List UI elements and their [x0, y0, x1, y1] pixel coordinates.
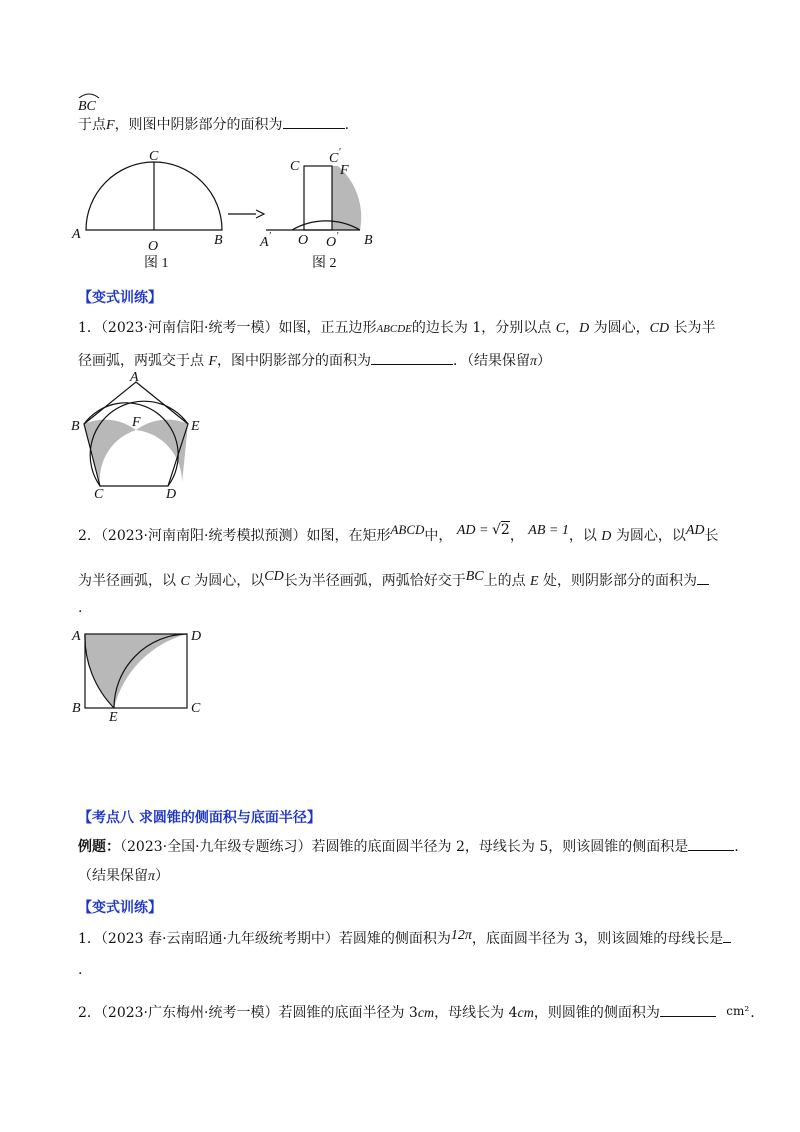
example-answer-blank [688, 836, 734, 851]
fig1-label-a: A [72, 227, 81, 242]
section-heading-variant-2: 【变式训练】 [78, 900, 162, 916]
fig1-caption: 图 1 [144, 256, 169, 271]
q2-line1: 2．（2023·河南南阳·统考模拟预测）如图，在矩形ABCD中， AD = √2， AB = 1，以 D 为圆心，以AD长 [78, 522, 719, 544]
pent-label-f: F [132, 415, 141, 430]
rect-shaded-region [85, 634, 187, 708]
fig2-label-c2: C′ [329, 147, 341, 166]
rect-label-b: B [72, 701, 81, 716]
pent-label-e: E [191, 419, 200, 434]
q4-answer-blank [660, 1002, 716, 1017]
pent-label-d: D [166, 487, 177, 500]
pent-label-b: B [71, 419, 80, 434]
intro-text: 于点F，则图中阴影部分的面积为 . [78, 114, 349, 136]
fig1-label-c: C [149, 149, 159, 164]
q2-answer-blank [697, 570, 709, 585]
q2-line2: 为半径画弧，以 C 为圆心，以CD长为半径画弧，两弧恰好交于BC上的点 E 处，则阴影部分的面积为 [78, 570, 709, 592]
rect-label-a: A [72, 629, 81, 644]
figure-semicircles [60, 140, 400, 275]
figure-2 [259, 147, 373, 271]
fig2-label-f: F [340, 163, 349, 178]
pent-label-a: A [130, 370, 139, 385]
fig2-label-o: O [298, 233, 309, 248]
fig2-label-c: C [290, 159, 300, 174]
section-heading-variant-1: 【变式训练】 [78, 290, 162, 306]
arc-mark-icon [78, 91, 100, 99]
q1-answer-blank [371, 350, 453, 365]
section-heading-kaodian-8: 【考点八 求圆锥的侧面积与底面半径】 [78, 810, 321, 826]
q3-line1: 1．（2023 春·云南昭通·九年级统考期中）若圆雉的侧面积为12π，底面圆半径为 3，则该圆雉的母线长是 [78, 928, 731, 950]
rect-label-c: C [191, 701, 201, 716]
rect-label-e: E [109, 710, 118, 724]
rect-label-d: D [191, 629, 202, 644]
fig2-label-b: B [364, 233, 373, 248]
pent-label-c: C [94, 487, 104, 500]
example-line2: （结果保留π） [78, 868, 170, 884]
example-line1: 例题：（2023·全国·九年级专题练习）若圆锥的底面圆半径为 2，母线长为 5，则该圆锥的侧面积是 . [78, 836, 739, 857]
answer-blank [283, 114, 345, 129]
fig2-label-o2: O′ [326, 231, 339, 250]
arrow-icon [228, 210, 264, 218]
q3-answer-blank [723, 928, 731, 943]
q2-ad-equation: AD = √2 [456, 522, 510, 538]
q3-line2: . [78, 962, 83, 978]
q1-line2: 径画弧，两弧交于点 F，图中阴影部分的面积为 ．（结果保留π） [78, 350, 551, 372]
q4-line1: 2．（2023·广东梅州·统考一模）若圆锥的底面半径为 3cm，母线长为 4cm，则圆锥的侧面积为 cm² . [78, 1004, 755, 1021]
figure-pentagon [68, 370, 208, 500]
fig2-label-a: A′ [260, 231, 271, 250]
arc-bc-label: BC [78, 97, 96, 117]
figure-1 [71, 149, 223, 271]
q2-line3: . [78, 600, 83, 616]
sqrt-icon: √ [491, 522, 501, 538]
fig1-label-o: O [148, 239, 159, 254]
fig1-label-b: B [214, 233, 223, 248]
fig2-caption: 图 2 [312, 256, 337, 271]
q1-line1: 1．（2023·河南信阳·统考一模）如图，正五边形ABCDE的边长为 1，分别以点 C，D 为圆心，CD 长为半 [78, 320, 716, 336]
figure-rectangle [68, 624, 218, 724]
